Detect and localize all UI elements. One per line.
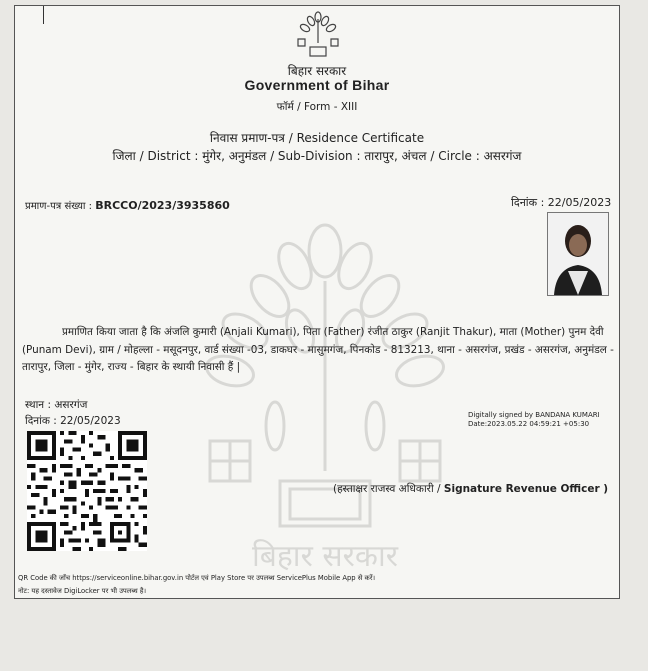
qr-note: QR Code की जाँच https://serviceonline.bihar.gov.in पोर्टल एवं Play Store पर उपलब्ध ServicePlus Mobile App से करें। <box>18 574 376 582</box>
certificate-title: निवास प्रमाण-पत्र / Residence Certificate <box>209 131 425 145</box>
government-title: Government of Bihar <box>244 77 390 93</box>
bihar-watermark-icon <box>190 221 460 581</box>
digital-sign-name: Digitally signed by BANDANA KUMARI <box>468 411 600 419</box>
signature-hindi: (हस्ताक्षर राजस्व अधिकारी / <box>333 483 444 495</box>
certificate-number-label: प्रमाण-पत्र संख्या : <box>25 201 96 212</box>
edge-line <box>43 6 44 24</box>
qr-code-icon <box>27 431 147 551</box>
signature-line <box>333 482 608 496</box>
form-number: फॉर्म / Form - XIII <box>276 101 358 113</box>
district-line: जिला / District : मुंगेर, अनुमंडल / Sub-Division : तारापुर, अंचल / Circle : असरगंज <box>112 149 522 163</box>
digital-sign-date: Date:2023.05.22 04:59:21 +05:30 <box>468 420 590 428</box>
signature-english: Signature Revenue Officer ) <box>443 483 609 495</box>
digilocker-note: नोट: यह दस्तावेज DigiLocker पर भी उपलब्ध है। <box>18 587 147 595</box>
issue-date-bottom: दिनांक : 22/05/2023 <box>25 415 121 427</box>
place-line: स्थान : असरगंज <box>25 399 88 411</box>
bihar-emblem-icon <box>295 11 341 59</box>
watermark-text: बिहार सरकार <box>251 539 399 574</box>
certificate-sheet <box>14 5 620 599</box>
certificate-number-value: BRCCO/2023/3935860 <box>95 199 230 212</box>
issue-date-top: दिनांक : 22/05/2023 <box>511 196 612 209</box>
certificate-number <box>25 198 230 212</box>
applicant-photo <box>547 212 609 296</box>
certificate-body: प्रमाणित किया जाता है कि अंजलि कुमारी (Anjali Kumari), पिता (Father) रंजीत ठाकुर (Ranjit Thakur), माता (Mother) पुनम देवी (Punam Devi), ग्राम / मोहल्ला - मसूदनपुर, वार्ड संख्या -03, डाकघर - मासुमगंज, पिनकोड - 813213, थाना - असरगंज, प्रखंड - असरगंज, अनुमंडल - तारापुर, जिला - मुंगेर, राज्य - बिहार के स्थायी निवासी हैं | <box>22 326 614 373</box>
digital-signature <box>468 411 618 429</box>
hindi-title: बिहार सरकार <box>287 64 347 78</box>
